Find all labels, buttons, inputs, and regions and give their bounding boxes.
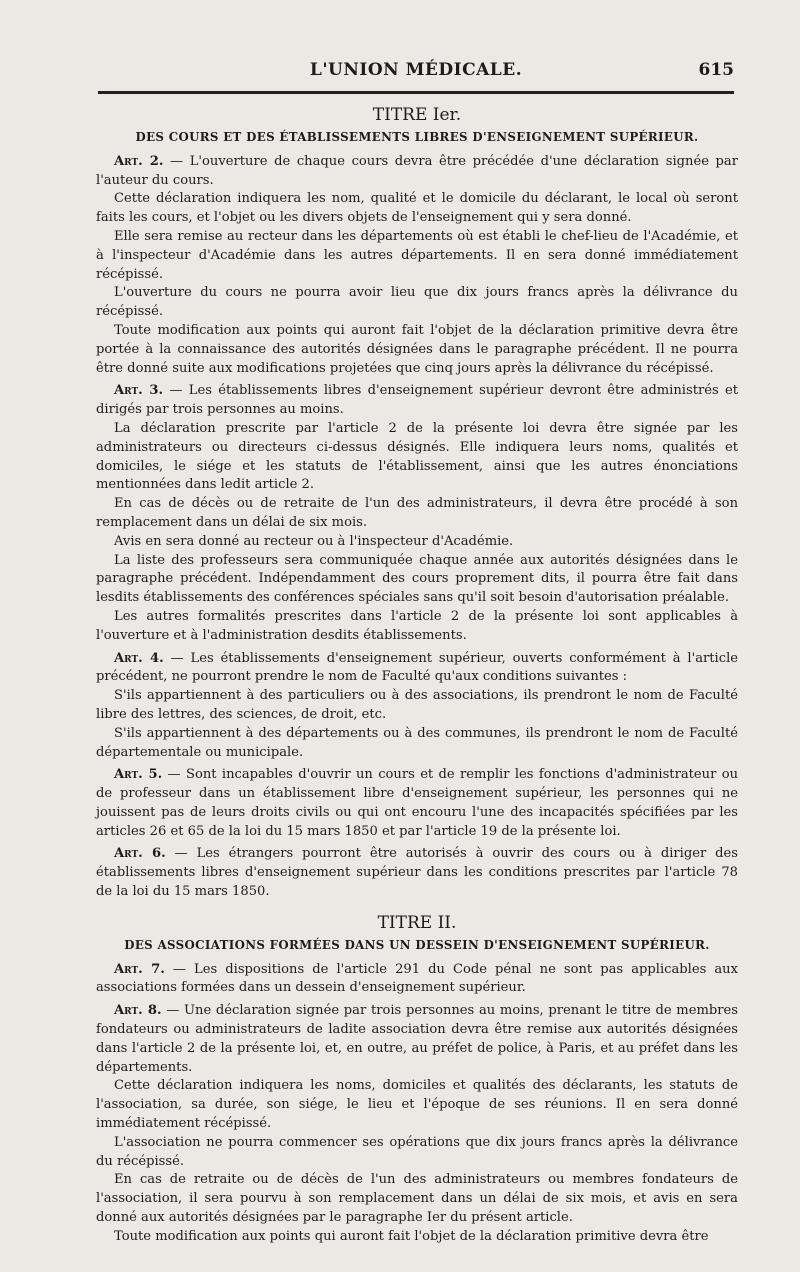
article-6: Art. 6. — Les étrangers pourront être autorisés à ouvrir des cours ou à diriger des établissements libres d'enseignement supérieur dans les conditions prescrites par l'article 78 de la loi du 15 mars 1850. xyxy=(96,846,738,900)
article-3-para-2: La déclaration prescrite par l'article 2 de la présente loi devra être signée par les administrateurs ou directeurs ci-dessus désignés. Elle indiquera leurs noms, qualités et domiciles, le siége et les statuts de l'établissement, ainsi que les autres énonciations mentionnées dans ledit article 2. xyxy=(96,420,738,493)
page-header xyxy=(98,58,734,88)
article-3-para-3: En cas de décès ou de retraite de l'un des administrateurs, il devra être procédé à son remplacement dans un délai de six mois. xyxy=(96,496,738,530)
article-8-para-1: Art. 8. — Une déclaration signée par trois personnes au moins, prenant le titre de membres fondateurs ou administrateurs de ladite association devra être remise aux autorités désignées dans l'article 2 de la présente loi, et, en outre, au préfet de police, à Paris, et au préfet dans les départements. xyxy=(96,1003,738,1075)
article-2-para-1: Art. 2. — L'ouverture de chaque cours devra être précédée d'une déclaration signée par l'auteur du cours. xyxy=(96,153,738,188)
article-2-para-5: Toute modification aux points qui auront fait l'objet de la déclaration primitive devra être portée à la connaissance des autorités désignées dans le paragraphe précédent. Il ne pourra être donné suite aux modifications projetées que cinq jours après la délivrance du récépissé. xyxy=(96,322,738,376)
article-6-label: Art. 6. xyxy=(114,846,166,862)
article-4-para-2: S'ils appartiennent à des particuliers ou à des associations, ils prendront le nom de Faculté libre des lettres, des sciences, de droit, etc. xyxy=(96,688,738,722)
article-8-para-4: En cas de retraite ou de décès de l'un des administrateurs ou membres fondateurs de l'association, il sera pourvu à son remplacement dans un délai de six mois, et avis en sera donné aux autorités désignées par le paragraphe Ier du présent article. xyxy=(96,1172,738,1226)
titre-1-heading: TITRE Ier. xyxy=(372,105,462,125)
titre-2-heading: TITRE II. xyxy=(377,912,457,933)
article-3-label: Art. 3. xyxy=(114,383,164,399)
article-2-label: Art. 2. xyxy=(114,153,164,169)
header-rule xyxy=(98,91,734,94)
article-3-para-5: La liste des professeurs sera communiquée chaque année aux autorités désignées dans le paragraphe précédent. Indépendamment des cours proprement dits, il pourra être fait dans lesdits établissements des conférences spéciales sans qu'il soit besoin d'autorisation préalable. xyxy=(96,552,738,606)
article-5-label: Art. 5. xyxy=(114,767,163,783)
article-3-para-1: Art. 3. — Les établissements libres d'enseignement supérieur devront être administrés et dirigés par trois personnes au moins. xyxy=(96,383,738,418)
article-4-para-1: Art. 4. — Les établissements d'enseignement supérieur, ouverts conformément à l'article précédent, ne pourront prendre le nom de Faculté qu'aux conditions suivantes : xyxy=(96,650,739,685)
page-number: 615 xyxy=(698,60,734,80)
article-2-para-2: Cette déclaration indiquera les nom, qualité et le domicile du déclarant, le local où seront faits les cours, et l'objet ou les divers objets de l'enseignement qui y sera donné. xyxy=(96,191,738,226)
article-8-para-2: Cette déclaration indiquera les noms, domiciles et qualités des déclarants, les statuts de l'association, sa durée, son siége, le lieu et l'époque de ses réunions. Il en sera donné immédiatement récépissé. xyxy=(96,1078,738,1132)
titre-1-subtitle: DES COURS ET DES ÉTABLISSEMENTS LIBRES D'ENSEIGNEMENT SUPÉRIEUR. xyxy=(135,130,699,144)
page-body xyxy=(96,98,738,1247)
article-8-para-3: L'association ne pourra commencer ses opérations que dix jours francs après la délivrance du récépissé. xyxy=(96,1134,738,1169)
titre-2-subtitle: DES ASSOCIATIONS FORMÉES DANS UN DESSEIN D'ENSEIGNEMENT SUPÉRIEUR. xyxy=(124,937,710,952)
article-8-label: Art. 8. xyxy=(114,1003,162,1019)
article-8-para-5: Toute modification aux points qui auront fait l'objet de la déclaration primitive devra être xyxy=(114,1228,709,1244)
article-2-para-4: L'ouverture du cours ne pourra avoir lieu que dix jours francs après la délivrance du récépissé. xyxy=(96,285,738,320)
article-5: Art. 5. — Sont incapables d'ouvrir un cours et de remplir les fonctions d'administrateur ou de professeur dans un établissement libre d'enseignement supérieur, les personnes qui ne jouissent pas de leurs droits civils ou qui ont encouru l'une des incapacités spécifiées par les articles 26 et 65 de la loi du 15 mars 1850 et par l'article 19 de la présente loi. xyxy=(96,767,739,839)
article-2-para-3: Elle sera remise au recteur dans les départements où est établi le chef-lieu de l'Académie, et à l'inspecteur d'Académie dans les autres départements. Il en sera donné immédiatement récépissé. xyxy=(96,228,738,282)
article-4-para-3: S'ils appartiennent à des départements ou à des communes, ils prendront le nom de Faculté départementale ou municipale. xyxy=(96,725,738,760)
article-7: Art. 7. — Les dispositions de l'article 291 du Code pénal ne sont pas applicables aux associations formées dans un dessein d'enseignement supérieur. xyxy=(96,961,738,996)
article-3-para-6: Les autres formalités prescrites dans l'article 2 de la présente loi sont applicables à l'ouverture et à l'administration desdits établissements. xyxy=(96,608,738,643)
running-title: L'UNION MÉDICALE. xyxy=(309,60,523,80)
article-4-label: Art. 4. xyxy=(114,650,164,666)
article-3-para-4: Avis en sera donné au recteur ou à l'inspecteur d'Académie. xyxy=(114,533,514,549)
article-7-label: Art. 7. xyxy=(114,961,165,977)
